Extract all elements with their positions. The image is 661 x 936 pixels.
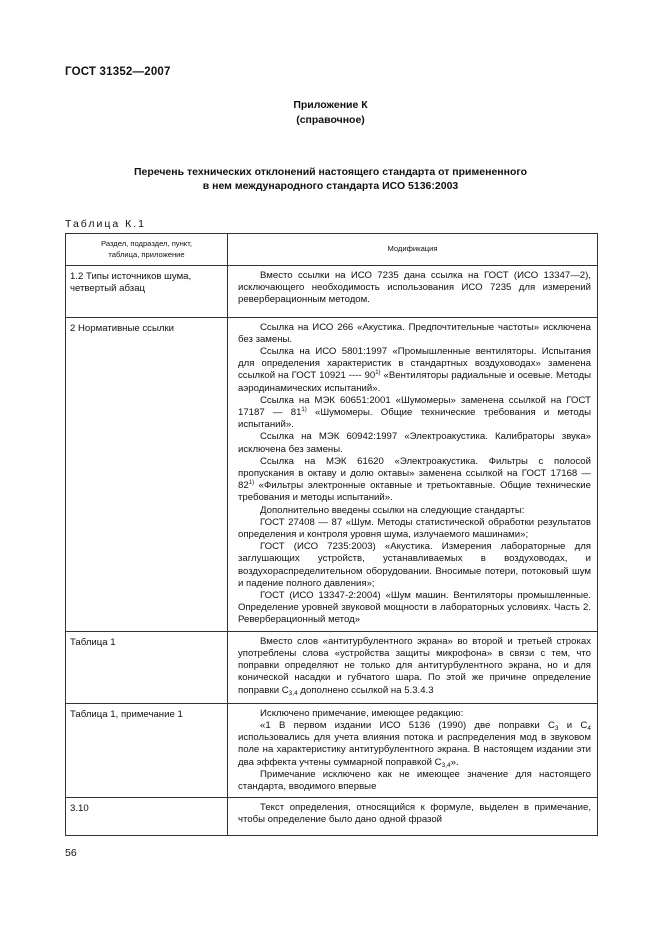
row-modification (228, 631, 598, 703)
col-header-section-line-2: таблица, приложение (108, 249, 185, 259)
appendix-kind: (справочное) (296, 114, 365, 126)
modification-text: ГОСТ 27408 — 87 «Шум. Методы статистической обработки результатов определения и контроля уровня шума, излучаемого машинами»; (238, 516, 591, 541)
modification-text (238, 395, 591, 432)
col-header-section (66, 234, 228, 266)
modification-text (238, 720, 591, 769)
table-header-row (66, 234, 598, 266)
text-part: использовались для учета влияния потока и распределения мод в звуковом поле на характеристику антитурбулентного экрана. В настоящем издании эти два эффекта учтены суммарной поправкой C (238, 732, 591, 768)
row-modification (228, 798, 598, 835)
text-part: «1 В первом издании ИСО 5136 (1990) две поправки C (260, 719, 555, 731)
text-part: и C (558, 719, 588, 731)
modification-text: Вместо ссылки на ИСО 7235 дана ссылка на ГОСТ (ИСО 13347—2), исключающего необходимость использования ИСО 7235 для измерений реверберационным методом. (238, 270, 591, 306)
subscript: 3 (554, 724, 559, 732)
deviations-table (65, 233, 598, 836)
modification-text (238, 346, 591, 395)
text-part: Ссылка на МЭК 60651:2001 «Шумомеры» заменена ссылкой на ГОСТ 17187 — 81 (238, 394, 591, 419)
row-section: Таблица 1 (66, 631, 228, 703)
text-part: Вместо слов «антитурбулентного экрана» во второй и третьей строках употреблены слова «устройства защиты микрофона» в связи с тем, что поправки определяют не только для антитурбулентного экрана, но и для конической насадки и губчатого шара. По этой же причине определение поправки C (238, 635, 591, 696)
modification-text (238, 456, 591, 505)
appendix-label: Приложение К (293, 99, 368, 111)
modification-text: ГОСТ (ИСО 7235:2003) «Акустика. Измерения лабораторные для заглушающих устройств, устанавливаемых в воздуховодах, и воздухораспределительном оборудовании. Вносимые потери, потоковый шум и падение полного давления»; (238, 541, 591, 589)
page-number: 56 (65, 847, 77, 859)
modification-text (238, 636, 591, 699)
title-line-2: в нем международного стандарта ИСО 5136:2003 (202, 180, 459, 192)
footnote-mark: 1) (375, 370, 381, 377)
table-caption: Таблица К.1 (65, 218, 146, 230)
modification-text: Ссылка на МЭК 60942:1997 «Электроакустика. Калибраторы звука» исключена без замены. (238, 431, 591, 455)
row-section: 1.2 Типы источников шума, четвертый абзац (66, 266, 228, 318)
footnote-mark: 1) (248, 480, 255, 487)
subscript: 3,4 (441, 761, 451, 769)
modification-text: Текст определения, относящийся к формуле, выделен в примечание, чтобы определение было дано одной фразой (238, 802, 591, 826)
title-line-1: Перечень технических отклонений настоящего стандарта от примененного (133, 166, 528, 178)
table-row (66, 703, 598, 797)
modification-text: Ссылка на ИСО 266 «Акустика. Предпочтительные частоты» исключена без замены. (238, 321, 591, 345)
modification-text: Дополнительно введены ссылки на следующие стандарты: (260, 504, 525, 516)
subscript: 4 (587, 724, 591, 732)
row-modification (228, 266, 598, 318)
row-section: Таблица 1, примечание 1 (66, 703, 228, 797)
text-part: ». (450, 756, 459, 768)
text-part: Ссылка на ИСО 5801:1997 «Промышленные вентиляторы. Испытания для определения характеристик в стандартных воздуховодах» заменена ссылкой на ГОСТ 10921 ---- 90 (238, 346, 591, 382)
text-part: дополнено ссылкой на 5.3.4.3 (297, 684, 434, 696)
text-part: «Вентиляторы радиальные и осевые. Методы аэродинамических испытаний». (238, 370, 592, 394)
row-section: 2 Нормативные ссылки (66, 317, 228, 631)
table-row (66, 631, 598, 703)
text-part: «Фильтры электронные октавные и третьоктавные. Общие технические требования и методы испытаний». (238, 480, 591, 504)
document-id: ГОСТ 31352—2007 (65, 66, 171, 78)
table-row (66, 266, 598, 318)
subscript: 3,4 (288, 689, 298, 697)
footnote-mark: 1) (301, 407, 307, 414)
text-part: «Шумомеры. Общие технические требования и методы испытаний». (238, 407, 592, 431)
modification-text: Примечание исключено как не имеющее значение для настоящего стандарта, вводимого впервые (238, 768, 591, 792)
col-header-section-line-1: Раздел, подраздел, пункт, (101, 239, 192, 248)
row-modification (228, 317, 598, 631)
modification-text: ГОСТ (ИСО 13347-2:2004) «Шум машин. Вентиляторы промышленные. Определение уровней звуковой мощности в лабораторных условиях. Часть 2. Реверберационный метод» (238, 590, 591, 626)
row-modification (228, 703, 598, 797)
table-row (66, 798, 598, 835)
text-part: Ссылка на МЭК 61620 «Электроакустика. Фильтры с полосой пропускания в октаву и долю октавы» заменена ссылкой на ГОСТ 17168 — 82 (238, 455, 591, 492)
modification-text: Исключено примечание, имеющее редакцию: (260, 707, 464, 719)
col-header-modification: Модификация (228, 234, 598, 266)
table-row (66, 317, 598, 631)
row-section: 3.10 (66, 798, 228, 835)
